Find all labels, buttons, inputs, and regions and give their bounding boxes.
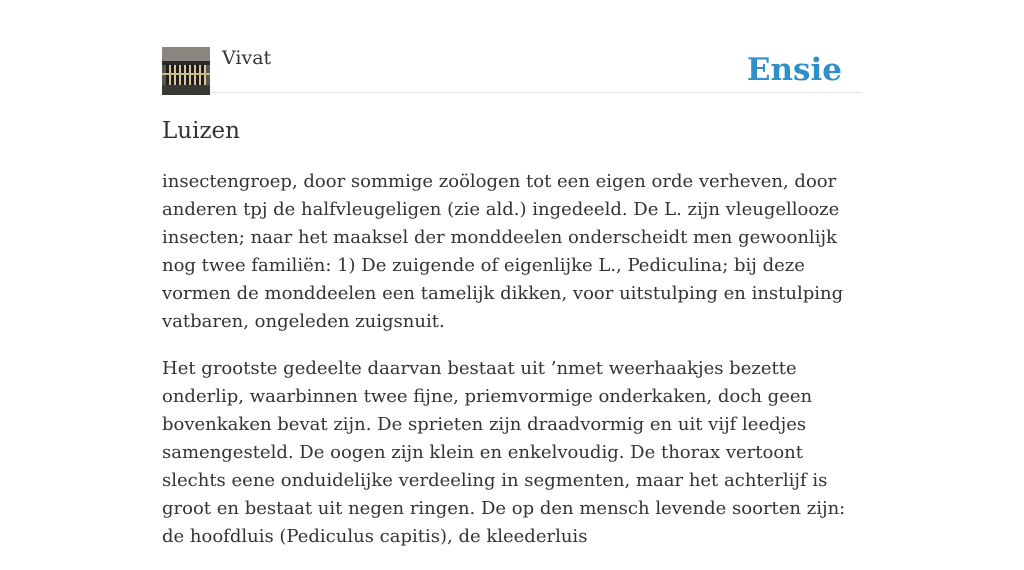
brand-logo[interactable]: Ensie	[746, 52, 842, 88]
article-paragraph: Het grootste gedeelte daarvan bestaat uit ’nmet weerhaakjes bezette onderlip, waarbinnen twee fijne, priemvormige onderkaken, doch geen bovenkaken bevat zijn. De sprieten zijn draadvormig en uit vijf leedjes samengesteld. De oogen zijn klein en enkelvoudig. De thorax vertoont slechts eene onduidelijke verdeeling in segmenten, maar het achterlijf is groot en bestaat uit negen ringen. De op den mensch levende soorten zijn: de hoofdluis (Pediculus capitis), de kleederluis	[162, 358, 846, 547]
site-header	[162, 46, 862, 93]
page-title: Luizen	[162, 118, 240, 144]
article-paragraph: insectengroep, door sommige zoölogen tot een eigen orde verheven, door anderen tpj de halfvleugeligen (zie ald.) ingedeeld. De L. zijn vleugellooze insecten; naar het maaksel der monddeelen onderscheidt men gewoonlijk nog twee familiën: 1) De zuigende of eigenlijke L., Pediculina; bij deze vormen de monddeelen een tamelijk dikken, voor uitstulping en instulping vatbaren, ongeleden zuigsnuit.	[162, 171, 844, 332]
article-body	[162, 168, 864, 570]
author-name[interactable]: Vivat	[222, 47, 272, 69]
bookshelf-avatar-icon[interactable]	[162, 47, 210, 95]
